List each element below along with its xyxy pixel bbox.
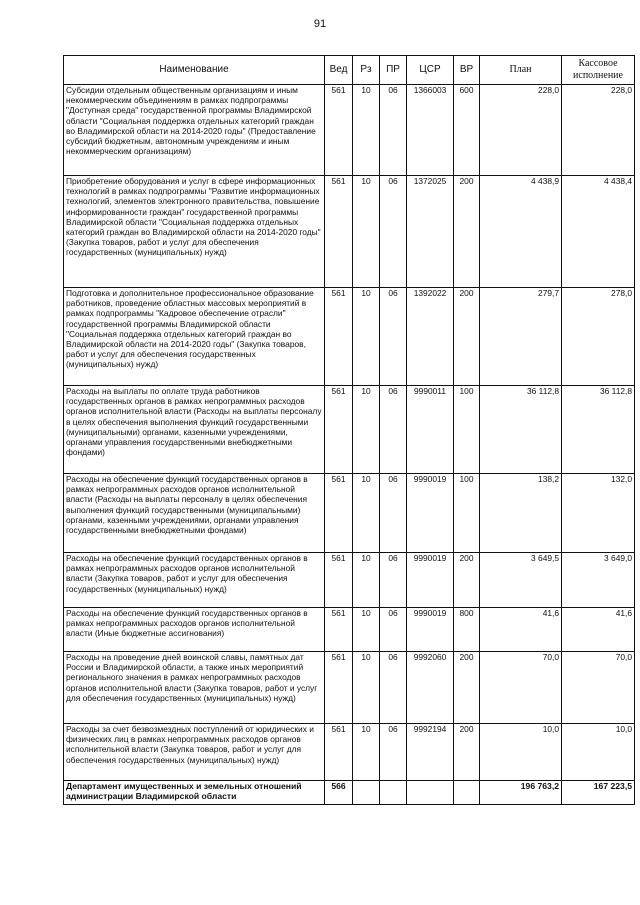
table-row — [64, 553, 635, 608]
row-rz: 10 — [353, 176, 380, 288]
row-cash: 36 112,8 — [562, 386, 635, 474]
row-name: Расходы за счет безвозмездных поступлений от юридических и физических лиц в рамках непрограммных расходов органов исполнительной власти (Закупка товаров, работ и услуг для обеспечения государственных (муниципальных) нужд) — [64, 724, 325, 781]
row-plan: 36 112,8 — [480, 386, 562, 474]
row-csr: 9990011 — [407, 386, 454, 474]
row-csr: 9992194 — [407, 724, 454, 781]
row-pr: 06 — [380, 288, 407, 386]
row-plan: 3 649,5 — [480, 553, 562, 608]
header-vr: ВР — [454, 56, 480, 85]
row-plan: 4 438,9 — [480, 176, 562, 288]
total-name: Департамент имущественных и земельных отношений администрации Владимирской области — [64, 781, 325, 805]
row-cash: 4 438,4 — [562, 176, 635, 288]
row-ved: 561 — [325, 176, 353, 288]
table-row — [64, 608, 635, 652]
row-ved: 561 — [325, 608, 353, 652]
header-plan: План — [480, 56, 562, 85]
row-name: Расходы на проведение дней воинской славы, памятных дат России и Владимирской области, а также иных мероприятий регионального значения в рамках непрограммных расходов органов исполнительной власти (Закупка товаров, работ и услуг для обеспечения государственных (муниципальных) нужд) — [64, 652, 325, 724]
row-cash: 10,0 — [562, 724, 635, 781]
row-cash: 70,0 — [562, 652, 635, 724]
row-pr: 06 — [380, 176, 407, 288]
header-cash: Кассовое исполнение — [562, 56, 635, 85]
header-rz: Рз — [353, 56, 380, 85]
row-plan: 279,7 — [480, 288, 562, 386]
row-plan: 228,0 — [480, 85, 562, 176]
row-vr: 200 — [454, 176, 480, 288]
row-name: Расходы на обеспечение функций государственных органов в рамках непрограммных расходов органов исполнительной власти (Закупка товаров, работ и услуг для обеспечения государственных (муниципальных) нужд) — [64, 553, 325, 608]
row-rz: 10 — [353, 724, 380, 781]
row-csr: 1392022 — [407, 288, 454, 386]
table-header-row — [64, 56, 635, 85]
header-ved: Вед — [325, 56, 353, 85]
row-csr: 9990019 — [407, 608, 454, 652]
row-ved: 561 — [325, 553, 353, 608]
total-plan: 196 763,2 — [480, 781, 562, 805]
row-csr: 1366003 — [407, 85, 454, 176]
page-number: 91 — [313, 18, 327, 30]
row-plan: 10,0 — [480, 724, 562, 781]
row-rz: 10 — [353, 386, 380, 474]
table-row — [64, 474, 635, 553]
row-cash: 228,0 — [562, 85, 635, 176]
header-csr: ЦСР — [407, 56, 454, 85]
row-plan: 41,6 — [480, 608, 562, 652]
table-row — [64, 652, 635, 724]
row-vr: 800 — [454, 608, 480, 652]
row-pr: 06 — [380, 553, 407, 608]
row-ved: 561 — [325, 724, 353, 781]
row-pr: 06 — [380, 386, 407, 474]
row-vr: 600 — [454, 85, 480, 176]
row-csr: 1372025 — [407, 176, 454, 288]
row-vr: 100 — [454, 474, 480, 553]
row-rz: 10 — [353, 652, 380, 724]
row-name: Подготовка и дополнительное профессиональное образование работников, проведение областных массовых мероприятий в рамках подпрограммы "Кадровое обеспечение отрасли" государственной программы Владимирской области "Социальная поддержка отдельных категорий граждан во Владимирской области на 2014-2020 годы" (Закупка товаров, работ и услуг для обеспечения государственных (муниципальных) нужд) — [64, 288, 325, 386]
row-csr: 9990019 — [407, 553, 454, 608]
table-row — [64, 85, 635, 176]
row-pr: 06 — [380, 724, 407, 781]
row-vr: 200 — [454, 652, 480, 724]
row-pr: 06 — [380, 608, 407, 652]
header-name: Наименование — [64, 56, 325, 85]
row-cash: 278,0 — [562, 288, 635, 386]
row-name: Расходы на обеспечение функций государственных органов в рамках непрограммных расходов органов исполнительной власти (Расходы на выплаты персоналу в целях обеспечения выполнения функций государственными (муниципальными) органами, казенными учреждениями, органами управления государственными внебюджетными фондами) — [64, 474, 325, 553]
row-vr: 200 — [454, 553, 480, 608]
budget-table — [63, 55, 635, 805]
row-ved: 561 — [325, 85, 353, 176]
row-pr: 06 — [380, 85, 407, 176]
row-rz: 10 — [353, 608, 380, 652]
row-name: Расходы на обеспечение функций государственных органов в рамках непрограммных расходов органов исполнительной власти (Иные бюджетные ассигнования) — [64, 608, 325, 652]
row-ved: 561 — [325, 652, 353, 724]
total-row — [64, 781, 635, 805]
header-pr: ПР — [380, 56, 407, 85]
row-vr: 200 — [454, 288, 480, 386]
row-vr: 200 — [454, 724, 480, 781]
row-csr: 9990019 — [407, 474, 454, 553]
row-ved: 561 — [325, 474, 353, 553]
table-row — [64, 724, 635, 781]
row-rz: 10 — [353, 288, 380, 386]
row-ved: 561 — [325, 386, 353, 474]
row-rz: 10 — [353, 474, 380, 553]
row-rz: 10 — [353, 553, 380, 608]
row-vr: 100 — [454, 386, 480, 474]
row-name: Расходы на выплаты по оплате труда работников государственных органов в рамках непрограммных расходов органов исполнительной власти (Расходы на выплаты персоналу в целях обеспечения выполнения функций государственными (муниципальными) органами, казенными учреждениями, органами управления государственными внебюджетными фондами) — [64, 386, 325, 474]
row-ved: 561 — [325, 288, 353, 386]
row-pr: 06 — [380, 474, 407, 553]
row-plan: 138,2 — [480, 474, 562, 553]
row-cash: 41,6 — [562, 608, 635, 652]
total-ved: 566 — [325, 781, 353, 805]
row-rz: 10 — [353, 85, 380, 176]
row-plan: 70,0 — [480, 652, 562, 724]
row-csr: 9992060 — [407, 652, 454, 724]
table-row — [64, 176, 635, 288]
row-name: Приобретение оборудования и услуг в сфере информационных технологий в рамках подпрограммы "Развитие информационных технологий, элементов электронного правительства, повышение информированности граждан" государственной программы Владимирской области "Социальная поддержка отдельных категорий граждан во Владимирской области на 2014-2020 годы" (Закупка товаров, работ и услуг для обеспечения государственных (муниципальных) нужд) — [64, 176, 325, 288]
row-cash: 132,0 — [562, 474, 635, 553]
row-cash: 3 649,0 — [562, 553, 635, 608]
total-cash: 167 223,5 — [562, 781, 635, 805]
table-row — [64, 288, 635, 386]
table-row — [64, 386, 635, 474]
row-pr: 06 — [380, 652, 407, 724]
row-name: Субсидии отдельным общественным организациям и иным некоммерческим объединениям в рамках подпрограммы "Доступная среда" государственной программы Владимирской области "Социальная поддержка отдельных категорий граждан во Владимирской области на 2014-2020 годы" (Предоставление субсидий бюджетным, автономным учреждениям и иным некоммерческим организациям) — [64, 85, 325, 176]
